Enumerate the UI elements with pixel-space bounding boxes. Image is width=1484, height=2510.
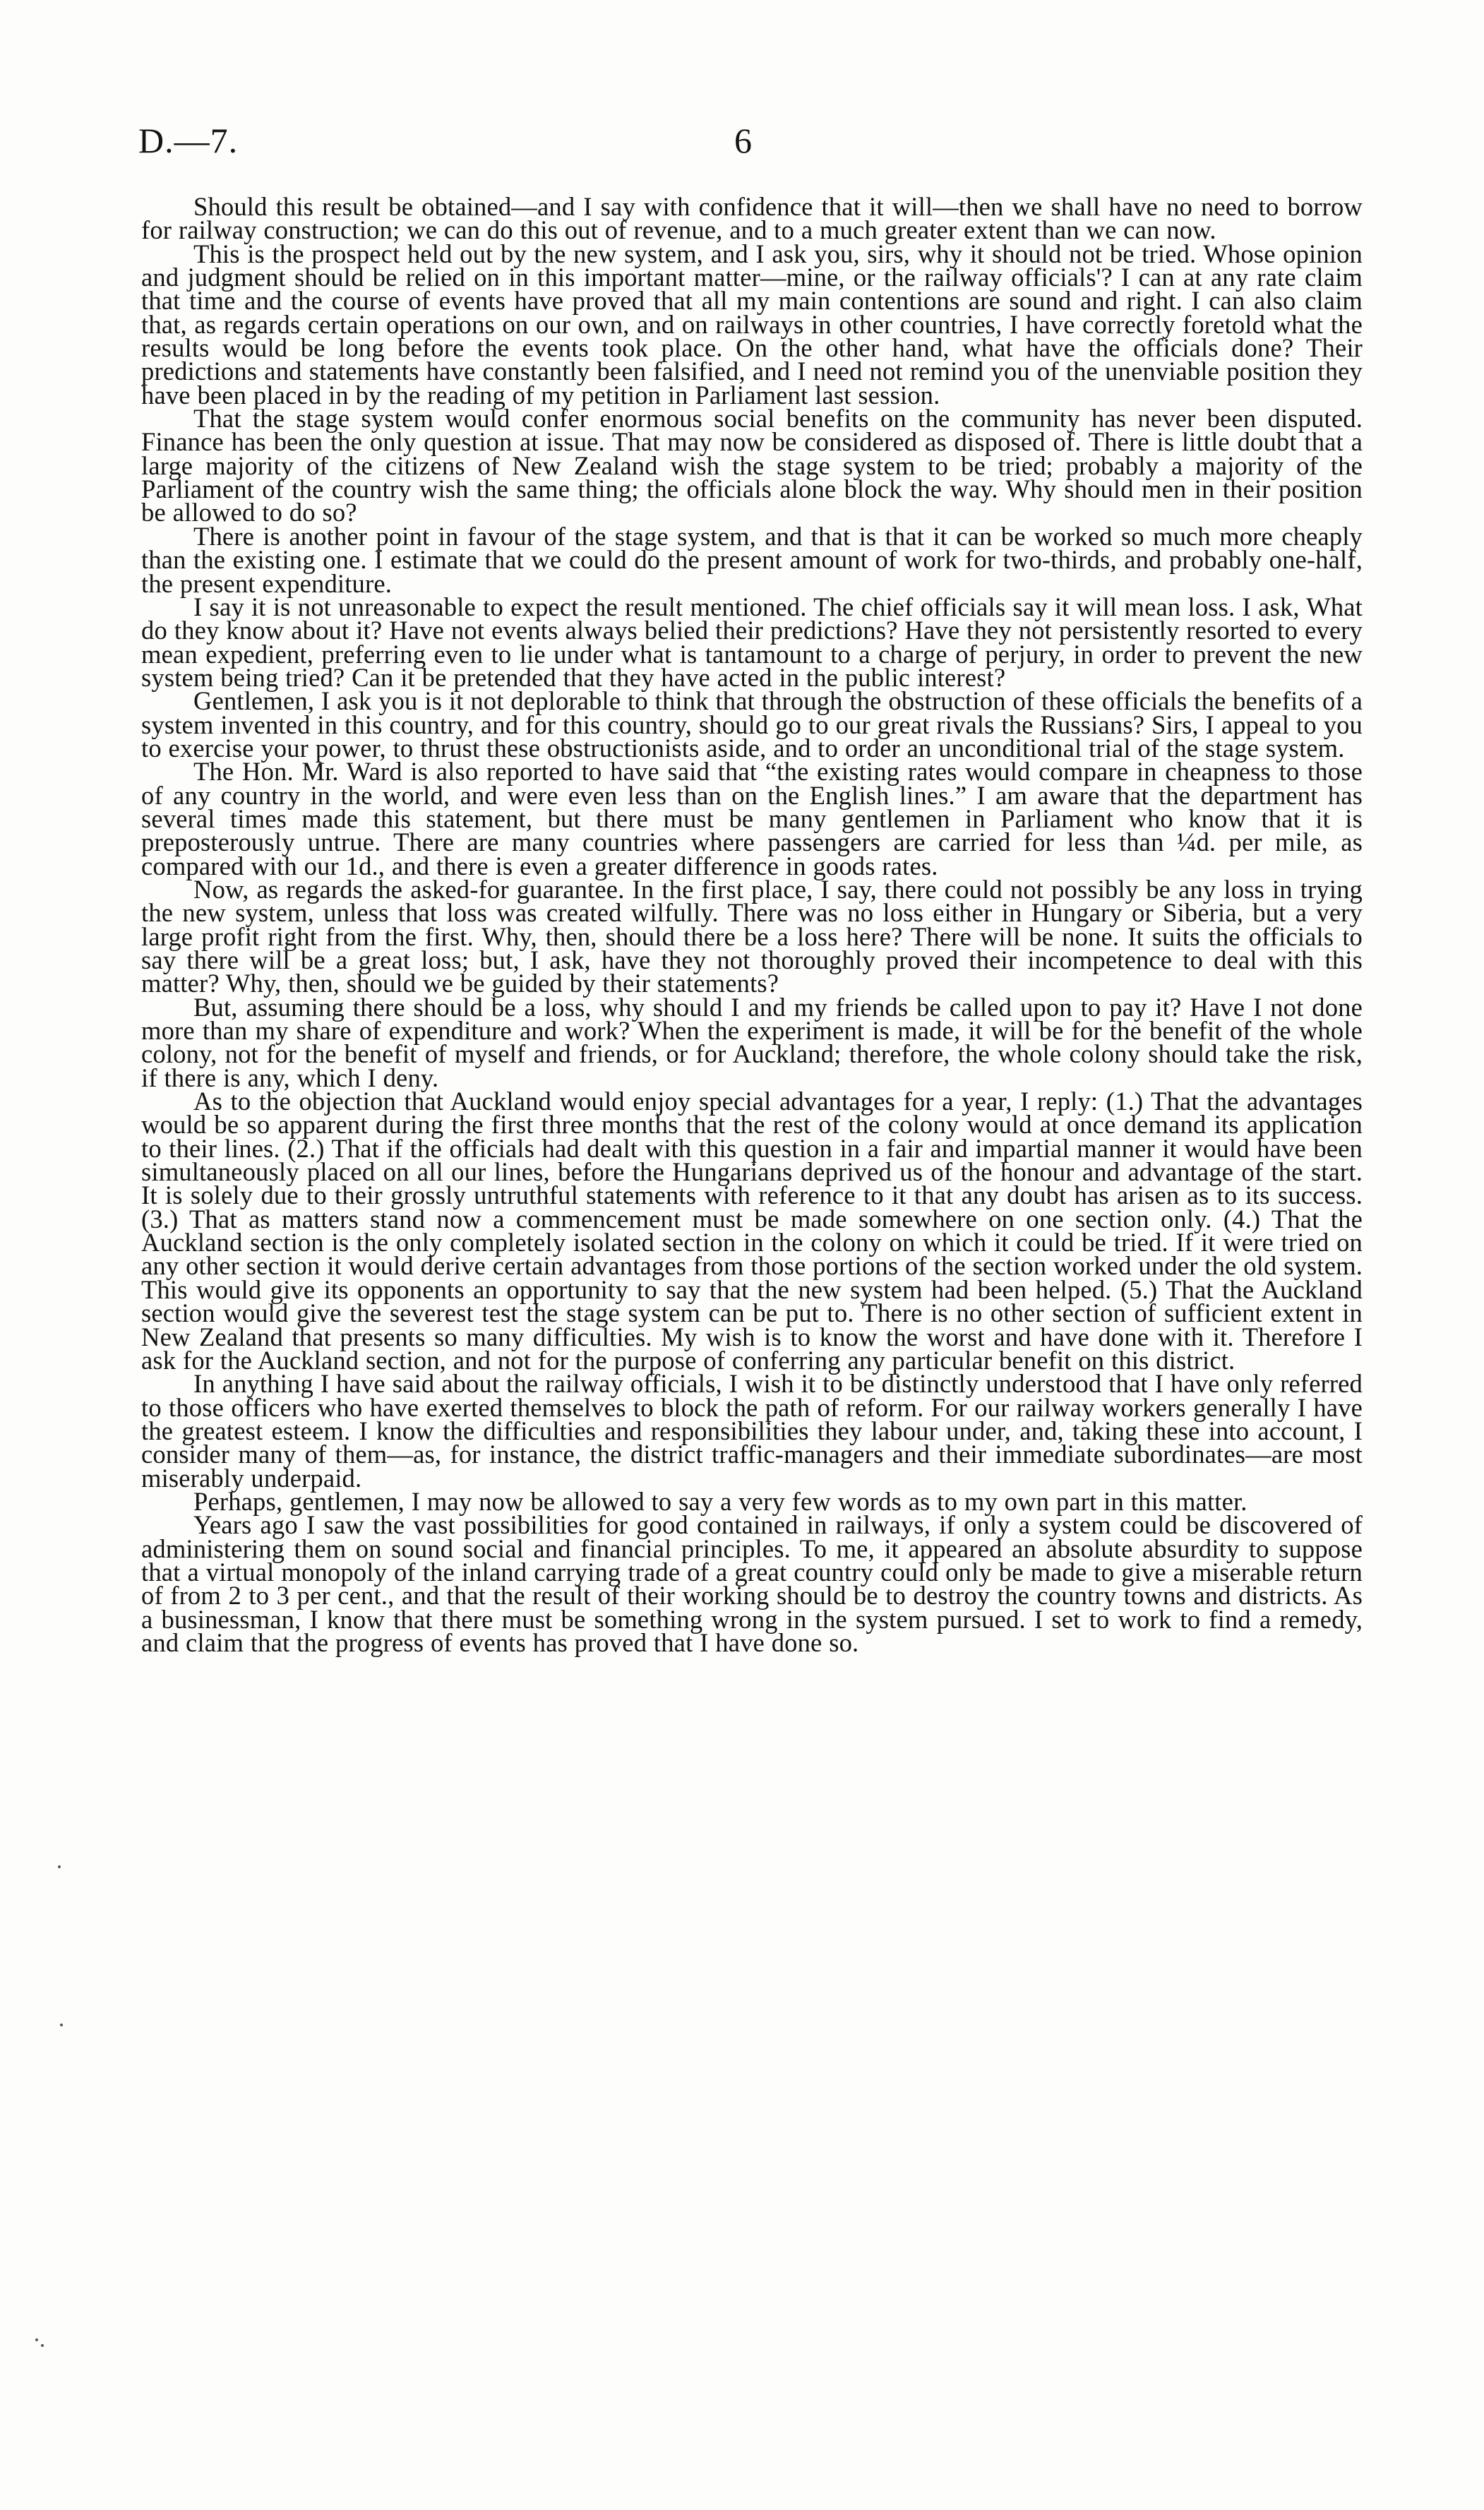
scan-speck xyxy=(60,2024,63,2026)
scan-speck xyxy=(41,2344,44,2347)
paragraph-13: Years ago I saw the vast possibilities for good contained in railways, if only a system could be discovered of administering them on sound social and financial principles. To me, it appeared an absolute absurdity to suppose that a virtual monopoly of the inland carrying trade of a great country could only be made to give a miserable return of from 2 to 3 per cent., and that the result of their working should be to destroy the country towns and districts. As a businessman, I know that there must be something wrong in the system pursued. I set to work to find a remedy, and claim that the progress of events has proved that I have done so. xyxy=(141,1510,1363,1657)
document-code: D.—7. xyxy=(138,121,239,160)
paragraph-6: Gentlemen, I ask you is it not deplorable to think that through the obstruction of these officials the benefits of a system invented in this country, and for this country, should go to our great rivals the Russians? Sirs, I appeal to you to exercise your power, to thrust these obstructionists aside, and to order an unconditional trial of the stage system. xyxy=(141,686,1363,763)
paragraph-2: This is the prospect held out by the new system, and I ask you, sirs, why it should not be tried. Whose opinion and judgment should be relied on in this important matter—mine, or the railway officials'? I can at any rate claim that time and the course of events have proved that all my main contentions are sound and right. I can also claim that, as regards certain operations on our own, and on railways in other countries, I have correctly foretold what the results would be long before the events took place. On the other hand, what have the officials done? Their predictions and statements have constantly been falsified, and I need not remind you of the unenviable position they have been placed in by the reading of my petition in Parliament last session. xyxy=(141,239,1363,410)
scan-speck xyxy=(58,1865,61,1868)
paragraph-12: Perhaps, gentlemen, I may now be allowed to say a very few words as to my own part in this matter. xyxy=(193,1486,1247,1516)
paragraph-10: As to the objection that Auckland would enjoy special advantages for a year, I reply: (1.) That the advantages would be so apparent during the first three months that the rest of the colony would at once demand its application to their lines. (2.) That if the officials had dealt with this question in a fair and impartial manner it would have been simultaneously placed on all our lines, before the Hungarians deprived us of the honour and advantage of the start. It is solely due to their grossly untruthful statements with reference to it that any doubt has arisen as to its success. (3.) That as matters stand now a commencement must be made somewhere on one section only. (4.) That the Auckland section is the only completely isolated section in the colony on which it could be tried. If it were tried on any other section it would derive certain advantages from those portions of the section worked under the old system. This would give its opponents an opportunity to say that the new system had been helped. (5.) That the Auckland section would give the severest test the stage system can be put to. There is no other section of sufficient extent in New Zealand that presents so many difficulties. My wish is to know the worst and have done with it. Therefore I ask for the Auckland section, and not for the purpose of conferring any particular benefit on this district. xyxy=(141,1087,1363,1375)
page-number: 6 xyxy=(734,121,752,160)
paragraph-8: Now, as regards the asked-for guarantee. In the first place, I say, there could not possibly be any loss in trying the new system, unless that loss was created wilfully. There was no loss either in Hungary or Siberia, but a very large profit right from the first. Why, then, should there be a loss here? There will be none. It suits the officials to say there will be a great loss; but, I ask, have they not thoroughly proved their incompetence to deal with this matter? Why, then, should we be guided by their statements? xyxy=(141,874,1363,998)
paragraph-5: I say it is not unreasonable to expect the result mentioned. The chief officials say it will mean loss. I ask, What do they know about it? Have not events always belied their predictions? Have they not persistently resorted to every mean expedient, preferring even to lie under what is tantamount to a charge of perjury, in order to prevent the new system being tried? Can it be pretended that they have acted in the public interest? xyxy=(141,592,1363,692)
paragraph-11: In anything I have said about the railway officials, I wish it to be distinctly understood that I have only referred to those officers who have exerted themselves to block the path of reform. For our railway workers generally I have the greatest esteem. I know the difficulties and responsibilities they labour under, and, taking these into account, I consider many of them—as, for instance, the district traffic-managers and their immediate subordinates—are most miserably underpaid. xyxy=(141,1369,1363,1493)
paragraph-4: There is another point in favour of the stage system, and that is that it can be worked so much more cheaply than the existing one. I estimate that we could do the present amount of work for two-thirds, and probably one-half, the present expenditure. xyxy=(141,521,1363,598)
paragraph-9: But, assuming there should be a loss, why should I and my friends be called upon to pay it? Have I not done more than my share of expenditure and work? When the experiment is made, it will be for the benefit of the whole colony, not for the benefit of myself and friends, or for Auckland; therefore, the whole colony should take the risk, if there is any, which I deny. xyxy=(141,992,1363,1092)
paragraph-7: The Hon. Mr. Ward is also reported to have said that “the existing rates would compare in cheapness to those of any country in the world, and were even less than on the English lines.” I am aware that the department has several times made this statement, but there must be many gentlemen in Parliament who know that it is preposterously untrue. There are many countries where passengers are carried for less than ¼d. per mile, as compared with our 1d., and there is even a greater difference in goods rates. xyxy=(141,757,1363,880)
scan-speck xyxy=(35,2338,38,2341)
paragraph-1: Should this result be obtained—and I say with confidence that it will—then we shall have no need to borrow for railway construction; we can do this out of revenue, and to a much greater extent than we can now. xyxy=(141,192,1363,245)
page-header xyxy=(0,120,1484,169)
body-text xyxy=(141,192,1363,1657)
paragraph-3: That the stage system would confer enormous social benefits on the community has never been disputed. Finance has been the only question at issue. That may now be considered as disposed of. There is little doubt that a large majority of the citizens of New Zealand wish the stage system to be tried; probably a majority of the Parliament of the country wish the same thing; the officials alone block the way. Why should men in their position be allowed to do so? xyxy=(141,404,1363,527)
